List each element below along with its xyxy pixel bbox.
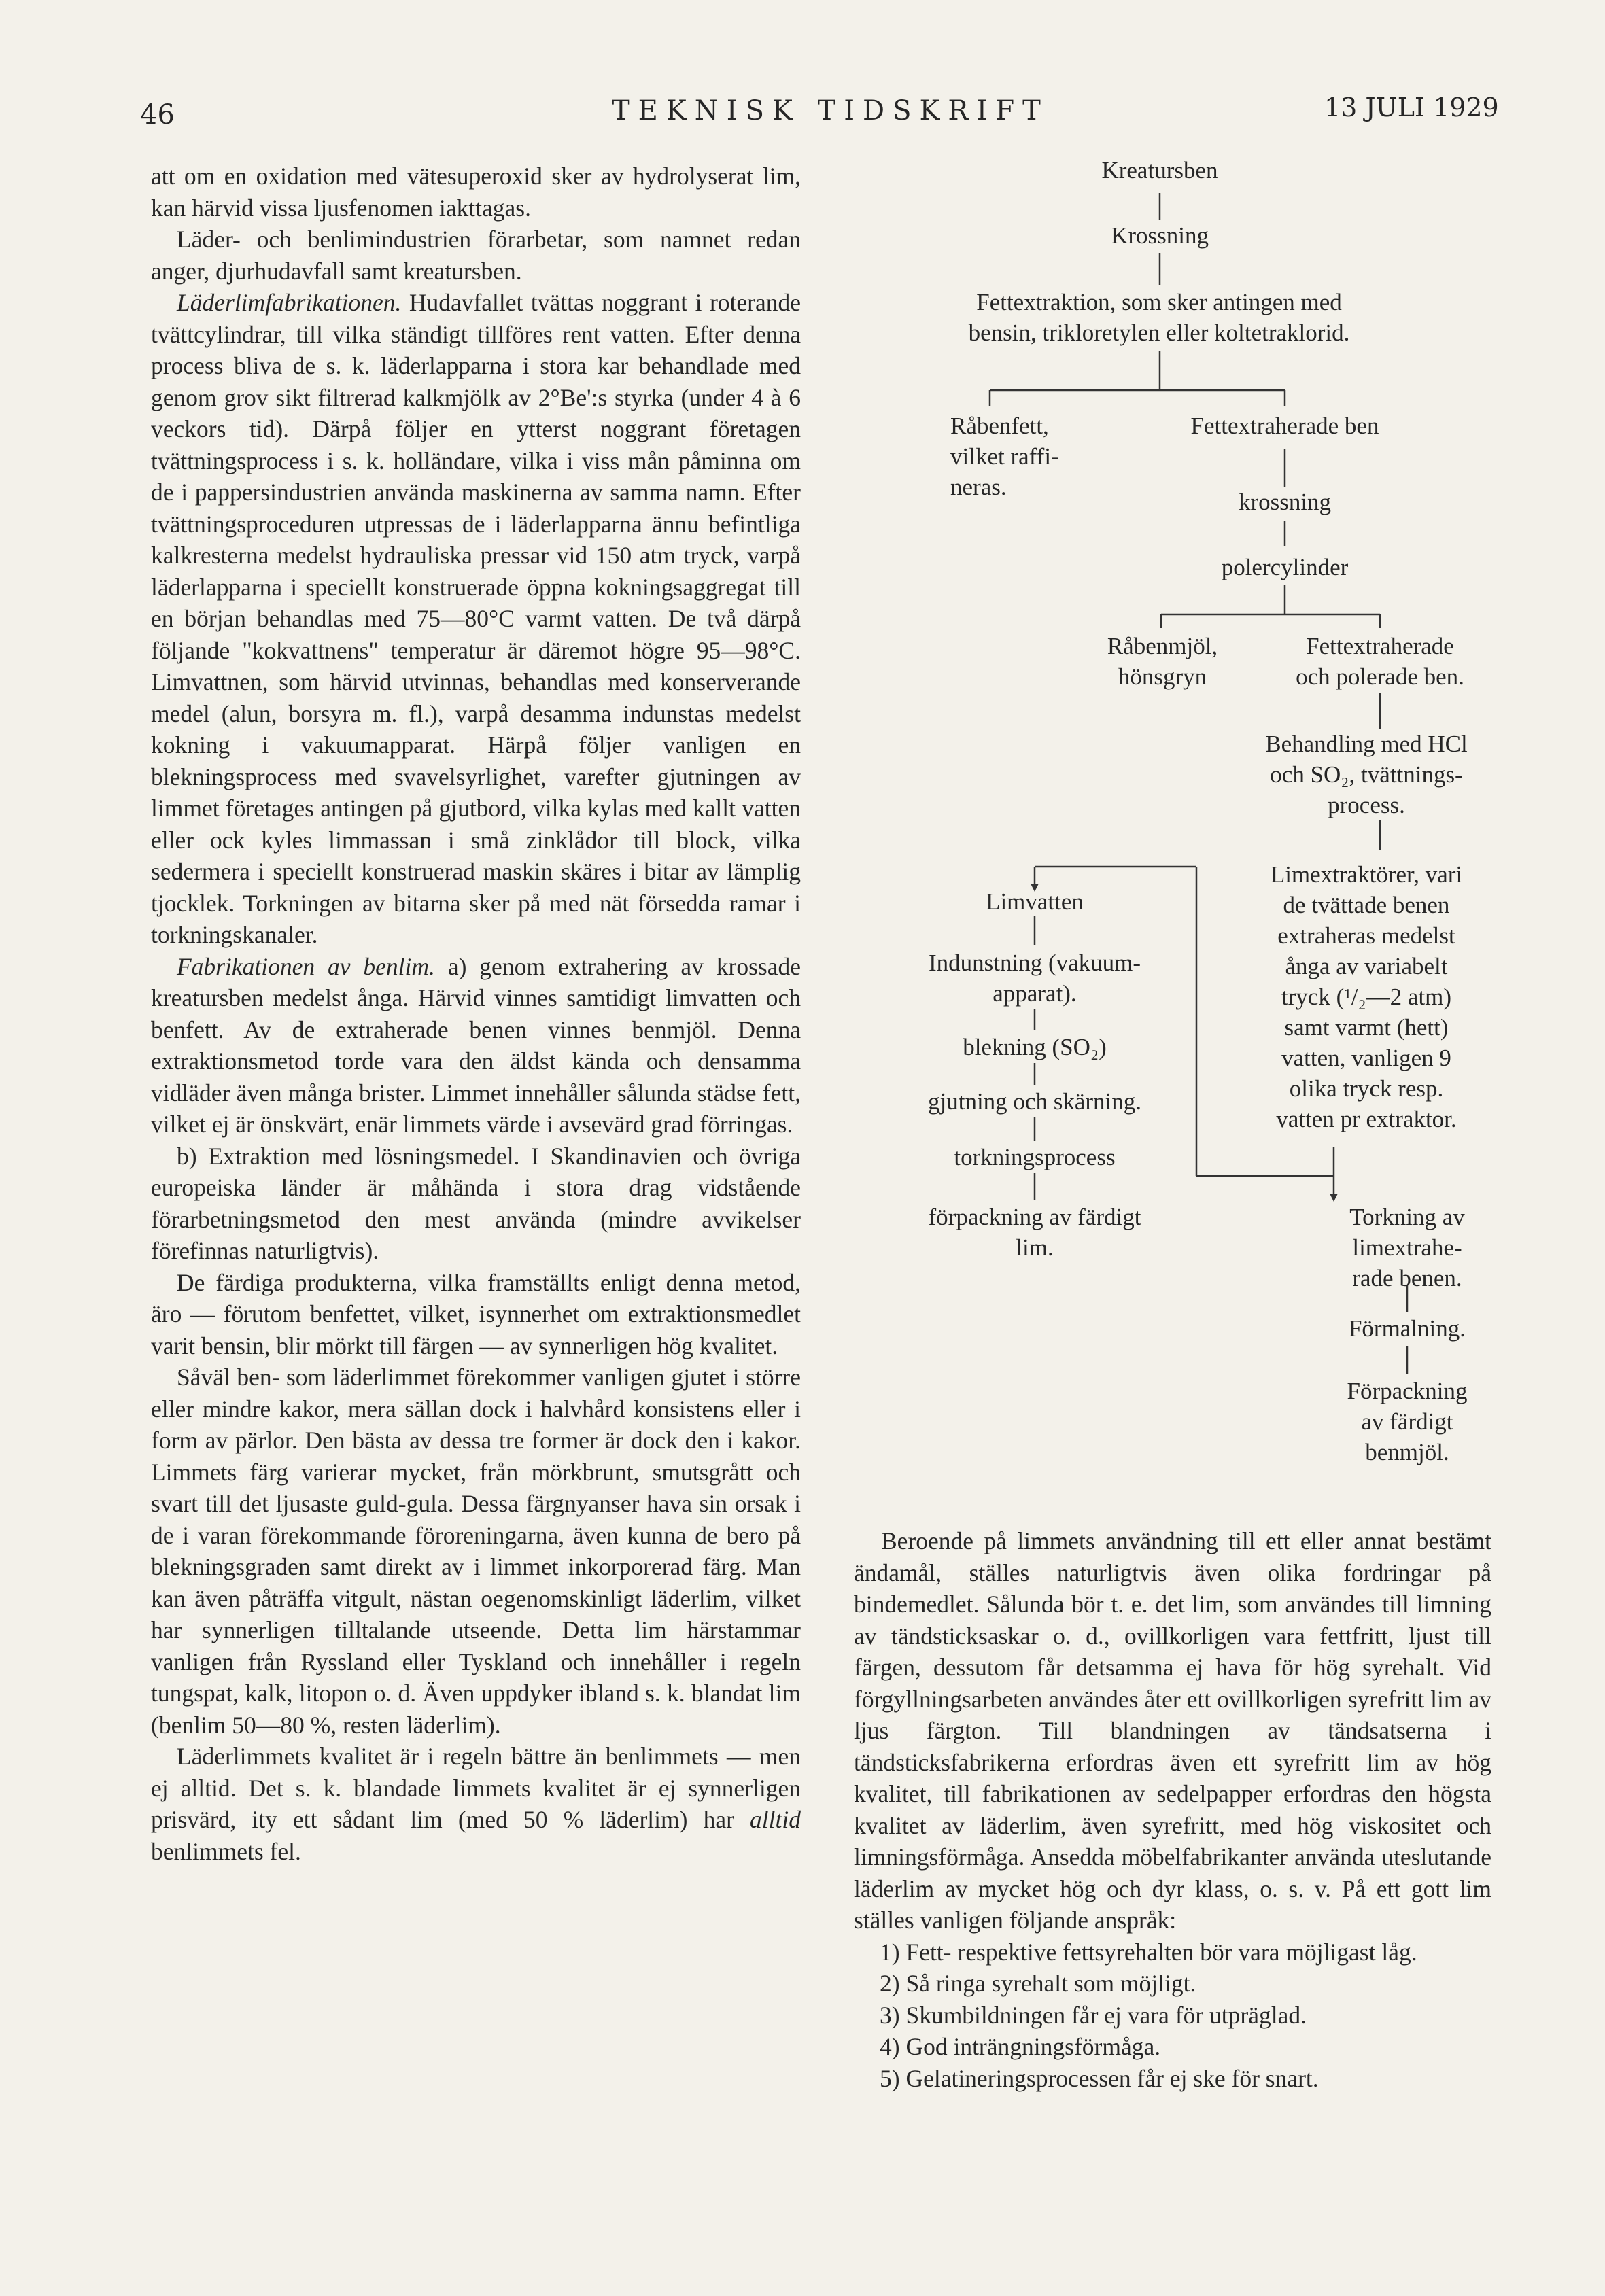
node-limextraktorer: Limextraktörer, vari de tvättade benen extraheras medelst ånga av variabelt tryck (¹/₂—2 atm) samt varmt (hett) vatten, vanligen 9 olika tryck resp. vatten pr extraktor.: [1270, 861, 1463, 1132]
right-column: [854, 1525, 1491, 2094]
bone-glue-heading: Fabrikationen av benlim.: [177, 952, 435, 980]
node-forpackning-lim: förpackning av färdigt lim.: [928, 1204, 1141, 1261]
paragraph-glue-quality: [151, 1741, 801, 1867]
node-behandling: Behandling med HCl och SO₂, tvättnings- process.: [1265, 731, 1468, 818]
node-formalning: Förmalning.: [1348, 1315, 1466, 1342]
paragraph-leather-glue: [151, 287, 801, 951]
node-forpackning-benmjol: Förpackning av färdigt benmjöl.: [1347, 1378, 1468, 1465]
requirement-item: 1) Fett- respektive fettsyrehalten bör vara möjligast låg.: [880, 1938, 1417, 1966]
leather-glue-heading: Läderlimfabrikationen.: [177, 289, 402, 316]
node-fettextraktion: Fettextraktion, som sker antingen med bensin, trikloretylen eller koltetraklorid.: [968, 289, 1350, 346]
node-fettextraherade-ben: Fettextraherade ben: [1190, 413, 1379, 439]
node-gjutning: gjutning och skärning.: [928, 1088, 1141, 1115]
quality-text-end: benlimmets fel.: [151, 1837, 301, 1865]
node-blekning: blekning (SO₂): [963, 1034, 1107, 1060]
issue-date: 13 JULI 1929: [1324, 92, 1499, 122]
node-kreatursben: Kreatursben: [1101, 157, 1218, 184]
paragraph-oxidation: att om en oxidation med vätesuperoxid sker av hydrolyserat lim, kan härvid vissa ljusfenomen iakttagas.: [151, 162, 801, 222]
requirement-item: 3) Skumbildningen får ej vara för utpräglad.: [880, 2001, 1307, 2029]
leather-glue-text: Hudavfallet tvättas noggrant i roterande tvättcylindrar, till vilka ständigt tillföres rent vatten. Efter denna process bliva de s. k. läderlapparna i stora kar behandlade med genom grov sikt filtrerad kalkmjölk av 2°Be':s styrka (under 4 à 6 veckors tid). Därpå följer en ytterst noggrant företagen tvättningsprocess i s. k. holländare, vilka i viss mån påminna om de i pappersindustrien använda maskinerna av samma namn. Efter tvättningsproceduren utpressas de i läderlapparna ännu befintliga kalkresterna medelst hydrauliska pressar vid 150 atm tryck, varpå läderlapparna i speciellt konstruerade öppna kokningsaggregat till en början behandlas med 75—80°C varmt vatten. De två därpå följande "kokvattnens" temperatur är däremot högre 95—98°C. Limvattnen, som härvid utvinnas, behandlas med konserverande medel (alun, borsyra m. fl.), varpå desamma indunstas medelst kokning i vakuumapparat. Härpå följer vanligen en blekningsprocess med svavelsyrlighet, varefter gjutningen av limmet företages antingen på gjutbord, vilka kylas med kallt vatten eller ock kyles limmassan i små zinklådor till block, vilka sedermera i speciellt konstruerad maskin skäres i bitar av lämplig tjocklek. Torkningen av bitarna sker på med nät försedda ramar i torkningskanaler.: [151, 289, 801, 948]
page-number: 46: [140, 99, 175, 131]
process-flowchart: [877, 150, 1516, 1509]
node-torkningsprocess: torkningsprocess: [954, 1144, 1116, 1170]
requirement-item: 2) Så ringa syrehalt som möjligt.: [880, 1970, 1196, 1997]
paragraph-glue-forms: Såväl ben- som läderlimmet förekommer vanligen gjutet i större eller mindre kakor, mera sällan dock i halvhård konsistens eller i form av pärlor. Den bästa av dessa tre former är dock den i kakor. Limmets färg varierar mycket, från mörkbrunt, smutsgrått och svart till det ljusaste guld-gula. Dessa färgnyanser hava sin orsak i de i varan förekommande föroreningarna, även kunna de bero på blekningsgraden samt direkt av i limmet inkorporerad färg. Man kan även påträffa vitgult, nästan oegenomskinligt läderlim, vilket har synnerligen tilltalande utseende. Detta lim härstammar vanligen från Ryssland eller Tyskland och innehåller i regeln tungspat, kalk, litopon o. d. Även uppdyker ibland s. k. blandat lim (benlim 50—80 %, resten läderlim).: [151, 1363, 801, 1739]
node-polercylinder: polercylinder: [1221, 554, 1349, 580]
node-limvatten: Limvatten: [986, 888, 1084, 915]
bone-glue-text: a) genom extrahering av krossade kreatursben medelst ånga. Härvid vinnes samtidigt limvatten och benfett. Av de extraherade benen vinnes benmjöl. Denna extraktionsmetod torde vara den äldst kända och densamma vidläder även många brister. Limmet innehåller sålunda städse fett, vilket ej är önskvärt, enär limmets värde i avsevärd grad förringas.: [151, 952, 801, 1138]
node-rabenfett: Råbenfett, vilket raffi- neras.: [950, 413, 1059, 500]
flowchart-connectors: [877, 150, 1516, 1509]
journal-title: TEKNISK TIDSKRIFT: [612, 95, 1049, 126]
node-polerade-ben: Fettextraherade och polerade ben.: [1296, 633, 1464, 690]
node-torkning-ben: Torkning av limextrahe- rade benen.: [1349, 1204, 1465, 1291]
node-rabenmjol: Råbenmjöl, hönsgryn: [1107, 633, 1218, 690]
quality-text-start: Läderlimmets kvalitet är i regeln bättre än benlimmets — men ej alltid. Det s. k. blandade limmets kvalitet är ej synnerligen prisvärd, ity ett sådant lim (med 50 % läderlim) har: [151, 1743, 801, 1833]
paragraph-bone-glue: [151, 951, 801, 1141]
requirement-item: 4) God inträngningsförmåga.: [880, 2033, 1161, 2060]
paragraph-finished-products: De färdiga produkterna, vilka framställts enligt denna metod, äro — förutom benfettet, vilket, isynnerhet om extraktionsmedlet varit bensin, blir mörkt till färgen — av synnerligen hög kvalitet.: [151, 1268, 801, 1359]
node-krossning-2: krossning: [1238, 489, 1332, 515]
requirement-item: 5) Gelatineringsprocessen får ej ske för snart.: [880, 2064, 1319, 2092]
node-krossning: Krossning: [1111, 222, 1209, 249]
requirements-list: [854, 1936, 1491, 2095]
node-indunstning: Indunstning (vakuum- apparat).: [928, 950, 1141, 1007]
quality-emphasis: alltid: [750, 1806, 801, 1833]
paragraph-industry-intro: Läder- och benlimindustrien förarbetar, som namnet redan anger, djurhudavfall samt kreatursben.: [151, 226, 801, 285]
paragraph-solvent-extraction: b) Extraktion med lösningsmedel. I Skandinavien och övriga europeiska länder är måhända i stora drag vidstående förarbetningsmetod den mest använda (mindre avvikelser förefinnas naturligtvis).: [151, 1142, 801, 1264]
paragraph-requirements-intro: Beroende på limmets användning till ett eller annat bestämt ändamål, ställes naturligtvis även olika fordringar på bindemedlet. Sålunda bör t. e. det lim, som användes till limning av tändsticksaskar o. d., ovillkorligen vara fettfritt, ljust till färgen, dessutom får detsamma ej hava för hög syrehalt. Vid förgyllningsarbeten användes åter ett ovillkorligen syrefritt lim av ljus färgton. Till blandningen av tändsatserna i tändsticksfabrikerna erfordras även ett syrefritt lim av hög kvalitet, till fabrikationen av sedelpapper erfordras den högsta kvalitet av läderlim, även syrefritt, med hög viskositet och limningsförmåga. Ansedda möbelfabrikanter använda uteslutande läderlim av mycket hög och dyr klass, o. s. v. På ett gott lim ställes vanligen följande anspråk:: [854, 1527, 1491, 1934]
left-column: [151, 160, 801, 1867]
